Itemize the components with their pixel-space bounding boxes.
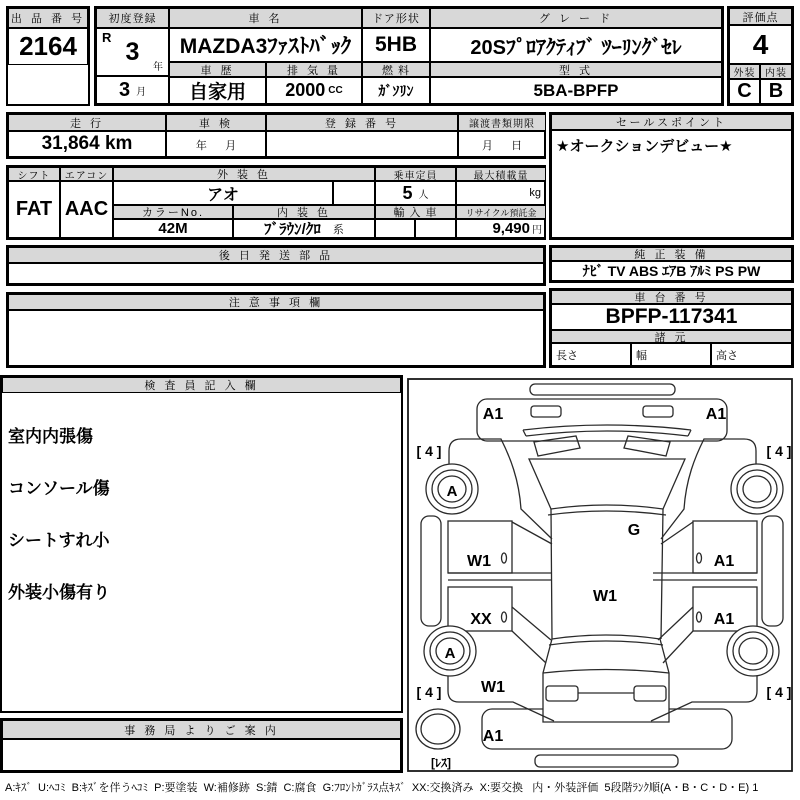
later-parts-body (8, 263, 544, 284)
color-no-value: 42M (113, 219, 233, 238)
max-load-cell (456, 181, 546, 205)
first-reg-month-unit: 月 (136, 86, 147, 98)
displacement-value-cell (266, 77, 362, 104)
notice-table (6, 292, 546, 368)
shaken-header: 車 検 (166, 114, 266, 131)
later-parts-table (6, 245, 546, 286)
interior-grade-value: B (760, 79, 792, 104)
import-cell-2 (415, 219, 456, 238)
mark-tire-rear-right: [ 4 ] (766, 684, 792, 700)
recycle-header: リサイクル預託金 (456, 205, 546, 219)
inspector-note-line: コンソール傷 (8, 479, 110, 498)
mileage-header: 走 行 (8, 114, 166, 131)
lot-number-header: 出 品 番 号 (8, 8, 88, 28)
chassis-table (549, 288, 794, 368)
exterior-color-extra-cell (333, 181, 375, 205)
mark-wheel-front-left: A (446, 483, 458, 500)
max-load-header: 最大積載量 (456, 167, 546, 181)
recycle-value: 9,490 (492, 220, 530, 237)
interior-grade-header: 内装 (760, 64, 792, 79)
chassis-value: BPFP-117341 (551, 304, 792, 330)
mileage-table (6, 112, 546, 159)
sales-point-header: セールスポイント (551, 114, 792, 130)
mark-wheel-rear-left: A (444, 645, 456, 662)
max-load-unit: kg (529, 187, 541, 199)
transfer-deadline-header: 譲渡書類期限 (458, 114, 546, 131)
recycle-cell (456, 219, 546, 238)
later-parts-header: 後 日 発 送 部 品 (8, 247, 544, 263)
displacement-header: 排 気 量 (266, 62, 362, 77)
mileage-value: 31,864 km (8, 131, 166, 157)
interior-color-cell (233, 219, 375, 238)
aircon-value: AAC (60, 181, 113, 238)
mark-door-front-right: A1 (713, 553, 735, 570)
first-reg-year-cell (96, 28, 169, 76)
specs-height-cell: 高さ (711, 343, 792, 366)
model-code-value: 5BA-BPFP (430, 77, 722, 104)
inspector-table (0, 375, 403, 713)
score-header: 評価点 (729, 8, 792, 25)
equipment-table (549, 245, 794, 283)
mark-hood-left: A1 (482, 406, 504, 423)
inspector-note-line: シートすれ小 (8, 531, 110, 550)
chassis-header: 車 台 番 号 (551, 290, 792, 304)
interior-color-header: 内 装 色 (233, 205, 375, 219)
color-table (6, 165, 546, 240)
shift-value: FAT (8, 181, 60, 238)
model-code-header: 型 式 (430, 62, 722, 77)
car-name-header: 車 名 (169, 8, 362, 28)
registration-number-header: 登 録 番 号 (266, 114, 458, 131)
legend-text: A:ｷｽﾞ U:ﾍｺﾐ B:ｷｽﾞを伴うﾍｺﾐ P:要塗装 W:補修跡 S:錆 C:腐食 G:ﾌﾛﾝﾄｶﾞﾗｽ点ｷｽﾞ XX:交換済み X:要交換 内・外装評価 5段階ﾗﾝｸ順(A・B・C・D・E) 1 (5, 782, 759, 794)
recycle-unit: 円 (532, 225, 542, 236)
capacity-cell (375, 181, 456, 205)
transfer-deadline-value: 月 日 (458, 131, 546, 157)
first-reg-era: R (102, 30, 112, 45)
mark-windshield: G (627, 522, 641, 539)
capacity-unit: 人 (418, 189, 429, 201)
lot-number-value: 2164 (8, 28, 88, 65)
equipment-header: 純 正 装 備 (551, 247, 792, 261)
inspector-note-line: 室内内張傷 (8, 427, 93, 446)
registration-number-value (266, 131, 458, 157)
import-cell-1 (375, 219, 415, 238)
office-header: 事 務 局 よ り ご 案 内 (2, 720, 401, 739)
shift-header: シフト (8, 167, 60, 181)
fuel-value: ｶﾞｿﾘﾝ (362, 77, 430, 104)
specs-length-cell: 長さ (551, 343, 631, 366)
mark-spare: [ﾚｽ] (431, 756, 451, 770)
equipment-value: ﾅﾋﾞ TV ABS ｴｱB ｱﾙﾐ PS PW (551, 261, 792, 281)
sales-point-value: ★オークションデビュー★ (551, 130, 792, 238)
first-reg-month: 3 (118, 78, 131, 101)
mark-tire-rear-left: [ 4 ] (416, 684, 442, 700)
door-shape-header: ドア形状 (362, 8, 430, 28)
displacement-value: 2000 (285, 80, 326, 100)
history-value: 自家用 (169, 77, 266, 104)
mark-tire-front-left: [ 4 ] (416, 443, 442, 459)
car-name-value: MAZDA3ﾌｧｽﾄﾊﾞｯｸ (169, 28, 362, 62)
interior-color-value: ﾌﾞﾗｳﾝ/ｸﾛ (264, 221, 321, 238)
mark-hood-right: A1 (705, 406, 727, 423)
first-reg-year: 3 (125, 37, 140, 66)
inspector-header: 検 査 員 記 入 欄 (2, 377, 401, 393)
score-table (727, 6, 794, 106)
mark-door-rear-right: A1 (713, 611, 735, 628)
grade-header: グ レ ー ド (430, 8, 722, 28)
color-no-header: カラーNo. (113, 205, 233, 219)
capacity-header: 乗車定員 (375, 167, 456, 181)
score-value: 4 (729, 25, 792, 64)
first-reg-header: 初度登録 (96, 8, 169, 28)
rear-hatch (543, 635, 669, 722)
fuel-header: 燃 料 (362, 62, 430, 77)
mark-rear-panel: A1 (482, 728, 504, 745)
capacity-value: 5 (402, 182, 413, 203)
import-header: 輸 入 車 (375, 205, 456, 219)
sales-point-table (549, 112, 794, 240)
office-table (0, 718, 403, 773)
history-header: 車 歴 (169, 62, 266, 77)
specs-width-cell: 幅 (631, 343, 711, 366)
vehicle-header-table (94, 6, 724, 106)
mark-tire-front-right: [ 4 ] (766, 443, 792, 459)
exterior-grade-header: 外装 (729, 64, 760, 79)
first-reg-year-unit: 年 (153, 62, 163, 73)
mark-quarter-rear-left: W1 (481, 679, 505, 696)
wheel-rear-right (727, 626, 779, 676)
mark-roof: W1 (593, 588, 617, 605)
office-body (2, 739, 401, 771)
mark-door-rear-left: XX (470, 611, 492, 628)
exterior-color-value: アオ (113, 181, 333, 205)
door-shape-value: 5HB (362, 28, 430, 62)
exterior-color-header: 外 装 色 (113, 167, 375, 181)
exterior-grade-value: C (729, 79, 760, 104)
inspector-notes (2, 393, 404, 637)
inspector-note-line: 外装小傷有り (8, 583, 110, 602)
mark-door-front-left: W1 (467, 553, 491, 570)
lot-number-table (6, 6, 90, 106)
notice-body (8, 310, 544, 366)
shaken-value: 年 月 (166, 131, 266, 157)
car-damage-diagram (405, 377, 795, 774)
specs-header: 諸 元 (551, 330, 792, 343)
displacement-unit: CC (328, 85, 343, 96)
spare-tire (416, 709, 460, 749)
first-reg-month-cell (96, 76, 169, 104)
interior-color-suffix: 系 (332, 223, 344, 236)
notice-header: 注 意 事 項 欄 (8, 294, 544, 310)
wheel-front-right (731, 464, 783, 514)
aircon-header: エアコン (60, 167, 113, 181)
grade-value: 20Sﾌﾟﾛｱｸﾃｨﾌﾞ ﾂｰﾘﾝｸﾞｾﾚ (430, 28, 722, 62)
